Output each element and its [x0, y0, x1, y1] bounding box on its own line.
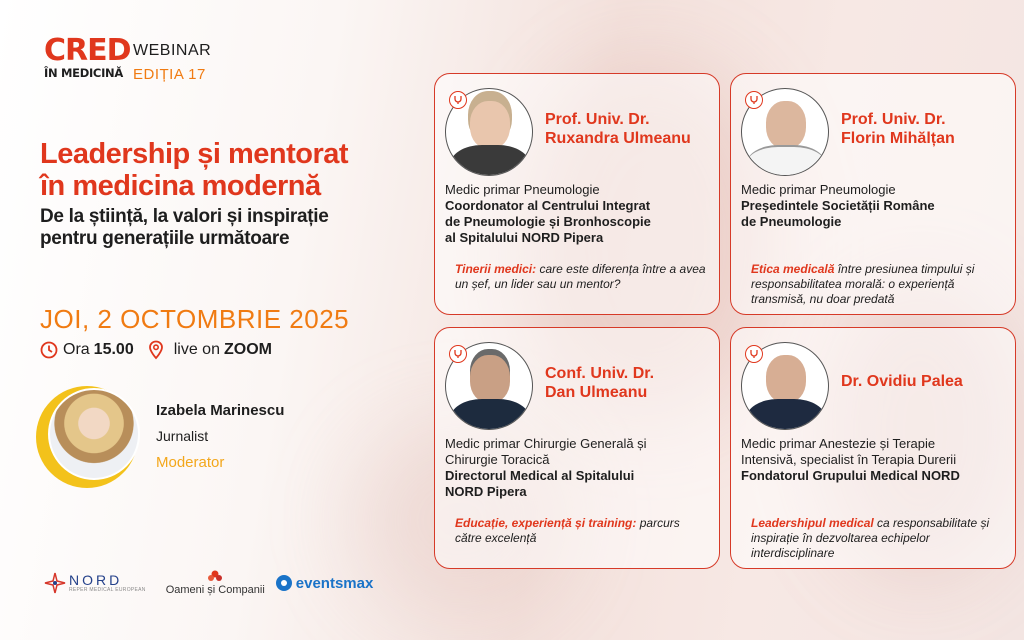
subtitle-line: De la știință, la valori și inspirație — [40, 206, 329, 227]
nord-logo — [44, 572, 146, 594]
cred-logo — [44, 33, 131, 80]
nord-text: NORD — [69, 572, 123, 588]
speaker-name: Prof. Univ. Dr. Ruxandra Ulmeanu — [545, 111, 691, 147]
speaker-description: Medic primar Pneumologie Coordonator al Centrului Integrat de Pneumologie și Bronhoscopie al Spitalului NORD Pipera — [445, 182, 651, 245]
title-line: în medicina modernă — [40, 170, 321, 202]
speaker-name: Dr. Ovidiu Palea — [841, 373, 963, 390]
location — [148, 340, 272, 360]
page-subtitle — [40, 206, 329, 250]
partners-row — [44, 570, 373, 596]
nord-star-icon — [44, 572, 66, 594]
speaker-card — [730, 73, 1016, 315]
stethoscope-icon — [745, 91, 763, 109]
speaker-description: Medic primar Chirurgie Generală și Chirurgie Toracică Directorul Medical al Spitalului NORD Pipera — [445, 436, 647, 499]
speaker-name: Conf. Univ. Dr. Dan Ulmeanu — [545, 365, 655, 401]
location-prefix: live on — [173, 341, 220, 358]
oameni-companii-text: Oameni și Companii — [165, 584, 265, 596]
subtitle-line: pentru generațiile următoare — [40, 228, 290, 249]
speaker-topic: Etica medicală între presiunea timpului și responsabilitatea morală: o experiență transmisă, nu doar predată — [751, 262, 975, 306]
moderator-name: Izabela Marinescu — [156, 402, 285, 419]
time-prefix: Ora — [63, 341, 90, 358]
moderator-label: Moderator — [156, 454, 225, 471]
event-time: 15.00 — [93, 341, 134, 358]
eventsmax-icon — [275, 574, 293, 592]
speaker-name: Prof. Univ. Dr. Florin Mihălțan — [841, 111, 955, 147]
oameni-companii-logo — [166, 570, 265, 596]
stethoscope-icon — [745, 345, 763, 363]
eventsmax-text: eventsmax — [295, 574, 374, 592]
title-line: Leadership și mentorat — [40, 138, 349, 170]
event-date: JOI, 2 OCTOMBRIE 2025 — [40, 304, 350, 334]
eventsmax-logo — [275, 574, 374, 592]
page-title — [40, 138, 348, 202]
edition-label: EDIȚIA 17 — [133, 66, 206, 83]
speaker-description: Medic primar Pneumologie Președintele Societății Române de Pneumologie — [741, 182, 935, 229]
speaker-topic: Tinerii medici: care este diferența între a avea un șef, un lider sau un mentor? — [455, 262, 706, 291]
speaker-description: Medic primar Anestezie și Terapie Intensivă, specialist în Terapia Durerii Fondatorul Grupului Medical NORD — [741, 436, 960, 483]
speaker-topic: Leadershipul medical ca responsabilitate și inspirație în dezvoltarea echipelor interdisciplinare — [751, 516, 990, 560]
speaker-topic: Educație, experiență și training: parcurs către excelență — [455, 516, 680, 545]
stethoscope-icon — [449, 91, 467, 109]
logo-cred-text: CRED — [44, 33, 131, 68]
time-location-row — [40, 340, 272, 360]
location-name: ZOOM — [223, 341, 272, 358]
stethoscope-icon — [449, 345, 467, 363]
location-pin-icon — [148, 340, 164, 360]
clock-icon — [40, 341, 58, 359]
moderator-role: Jurnalist — [156, 428, 209, 444]
speaker-card — [730, 327, 1016, 569]
speaker-card — [434, 73, 720, 315]
speaker-card — [434, 327, 720, 569]
logo-in-medicina-text: ÎN MEDICINĂ — [44, 66, 123, 80]
webinar-label: WEBINAR — [133, 42, 212, 59]
moderator-photo — [48, 388, 140, 480]
nord-subtext: REPER MEDICAL EUROPEAN — [69, 587, 146, 593]
flower-icon — [206, 570, 224, 584]
